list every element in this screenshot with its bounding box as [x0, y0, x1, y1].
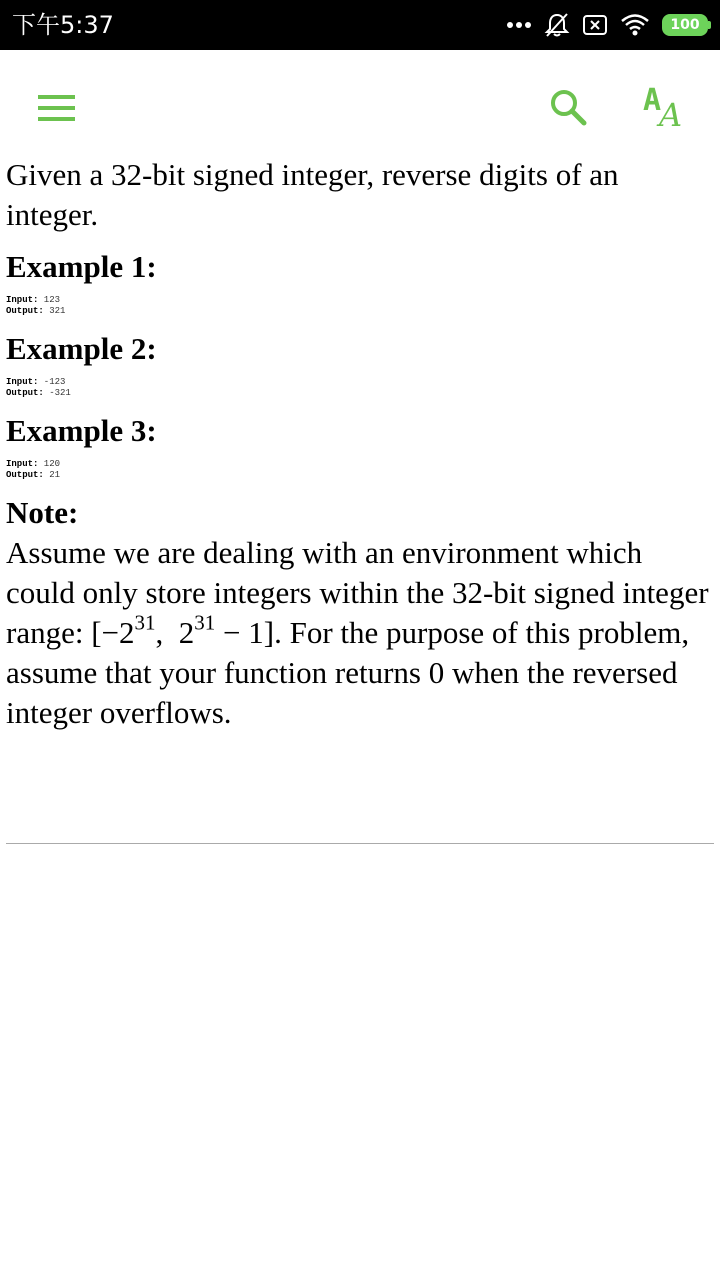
note-text: [6, 533, 714, 733]
sim-x-icon: [582, 14, 608, 36]
wifi-icon: [620, 13, 650, 37]
font-size-glyph-upper: A: [643, 86, 662, 118]
problem-intro: Given a 32-bit signed integer, reverse digits of an integer.: [6, 157, 619, 232]
range-lower-exp: 31: [134, 610, 156, 635]
input-label: Input:: [6, 377, 39, 387]
range-minus-one: − 1: [215, 615, 264, 650]
problem-content: [6, 155, 714, 733]
example-title: Example 3:: [6, 413, 157, 448]
range-separator: ,: [155, 615, 179, 650]
example-code: [6, 295, 714, 317]
example-code: [6, 459, 714, 481]
input-label: Input:: [6, 295, 39, 305]
output-label: Output:: [6, 470, 44, 480]
example-title: Example 1:: [6, 249, 157, 284]
input-value: 123: [38, 295, 61, 305]
example-block: [6, 411, 714, 481]
output-value: 21: [43, 470, 61, 480]
font-size-glyph-italic: A: [659, 96, 683, 128]
note-title: Note:: [6, 495, 79, 530]
range-upper-exp: 31: [194, 610, 216, 635]
example-block: [6, 247, 714, 317]
status-bar: [0, 0, 720, 50]
status-time: 下午5:37: [12, 11, 114, 39]
more-dots-icon: [506, 21, 532, 29]
note-line1: Assume we are dealing with an environment which could only store integers within the 32-bit signed integer range: [: [6, 535, 709, 650]
status-icons: [506, 10, 708, 40]
output-label: Output:: [6, 388, 44, 398]
example-title: Example 2:: [6, 331, 157, 366]
font-size-icon[interactable]: [642, 86, 686, 128]
mute-bell-icon: [544, 12, 570, 38]
hamburger-menu-icon[interactable]: [38, 95, 75, 121]
output-value: -321: [43, 388, 71, 398]
input-label: Input:: [6, 459, 39, 469]
battery-icon: 100: [662, 14, 708, 36]
output-label: Output:: [6, 306, 44, 316]
content-divider: [6, 843, 714, 844]
input-value: -123: [38, 377, 66, 387]
output-value: 321: [43, 306, 66, 316]
example-code: [6, 377, 714, 399]
range-upper-base: 2: [178, 615, 195, 650]
input-value: 120: [38, 459, 61, 469]
example-block: [6, 329, 714, 399]
app-toolbar: [0, 50, 720, 158]
range-lower-base: −2: [101, 615, 135, 650]
search-icon[interactable]: [548, 87, 588, 127]
note-line2: ]. For the purpose of this problem, assume that your function returns 0 when the reversed integer overflows.: [6, 615, 690, 730]
